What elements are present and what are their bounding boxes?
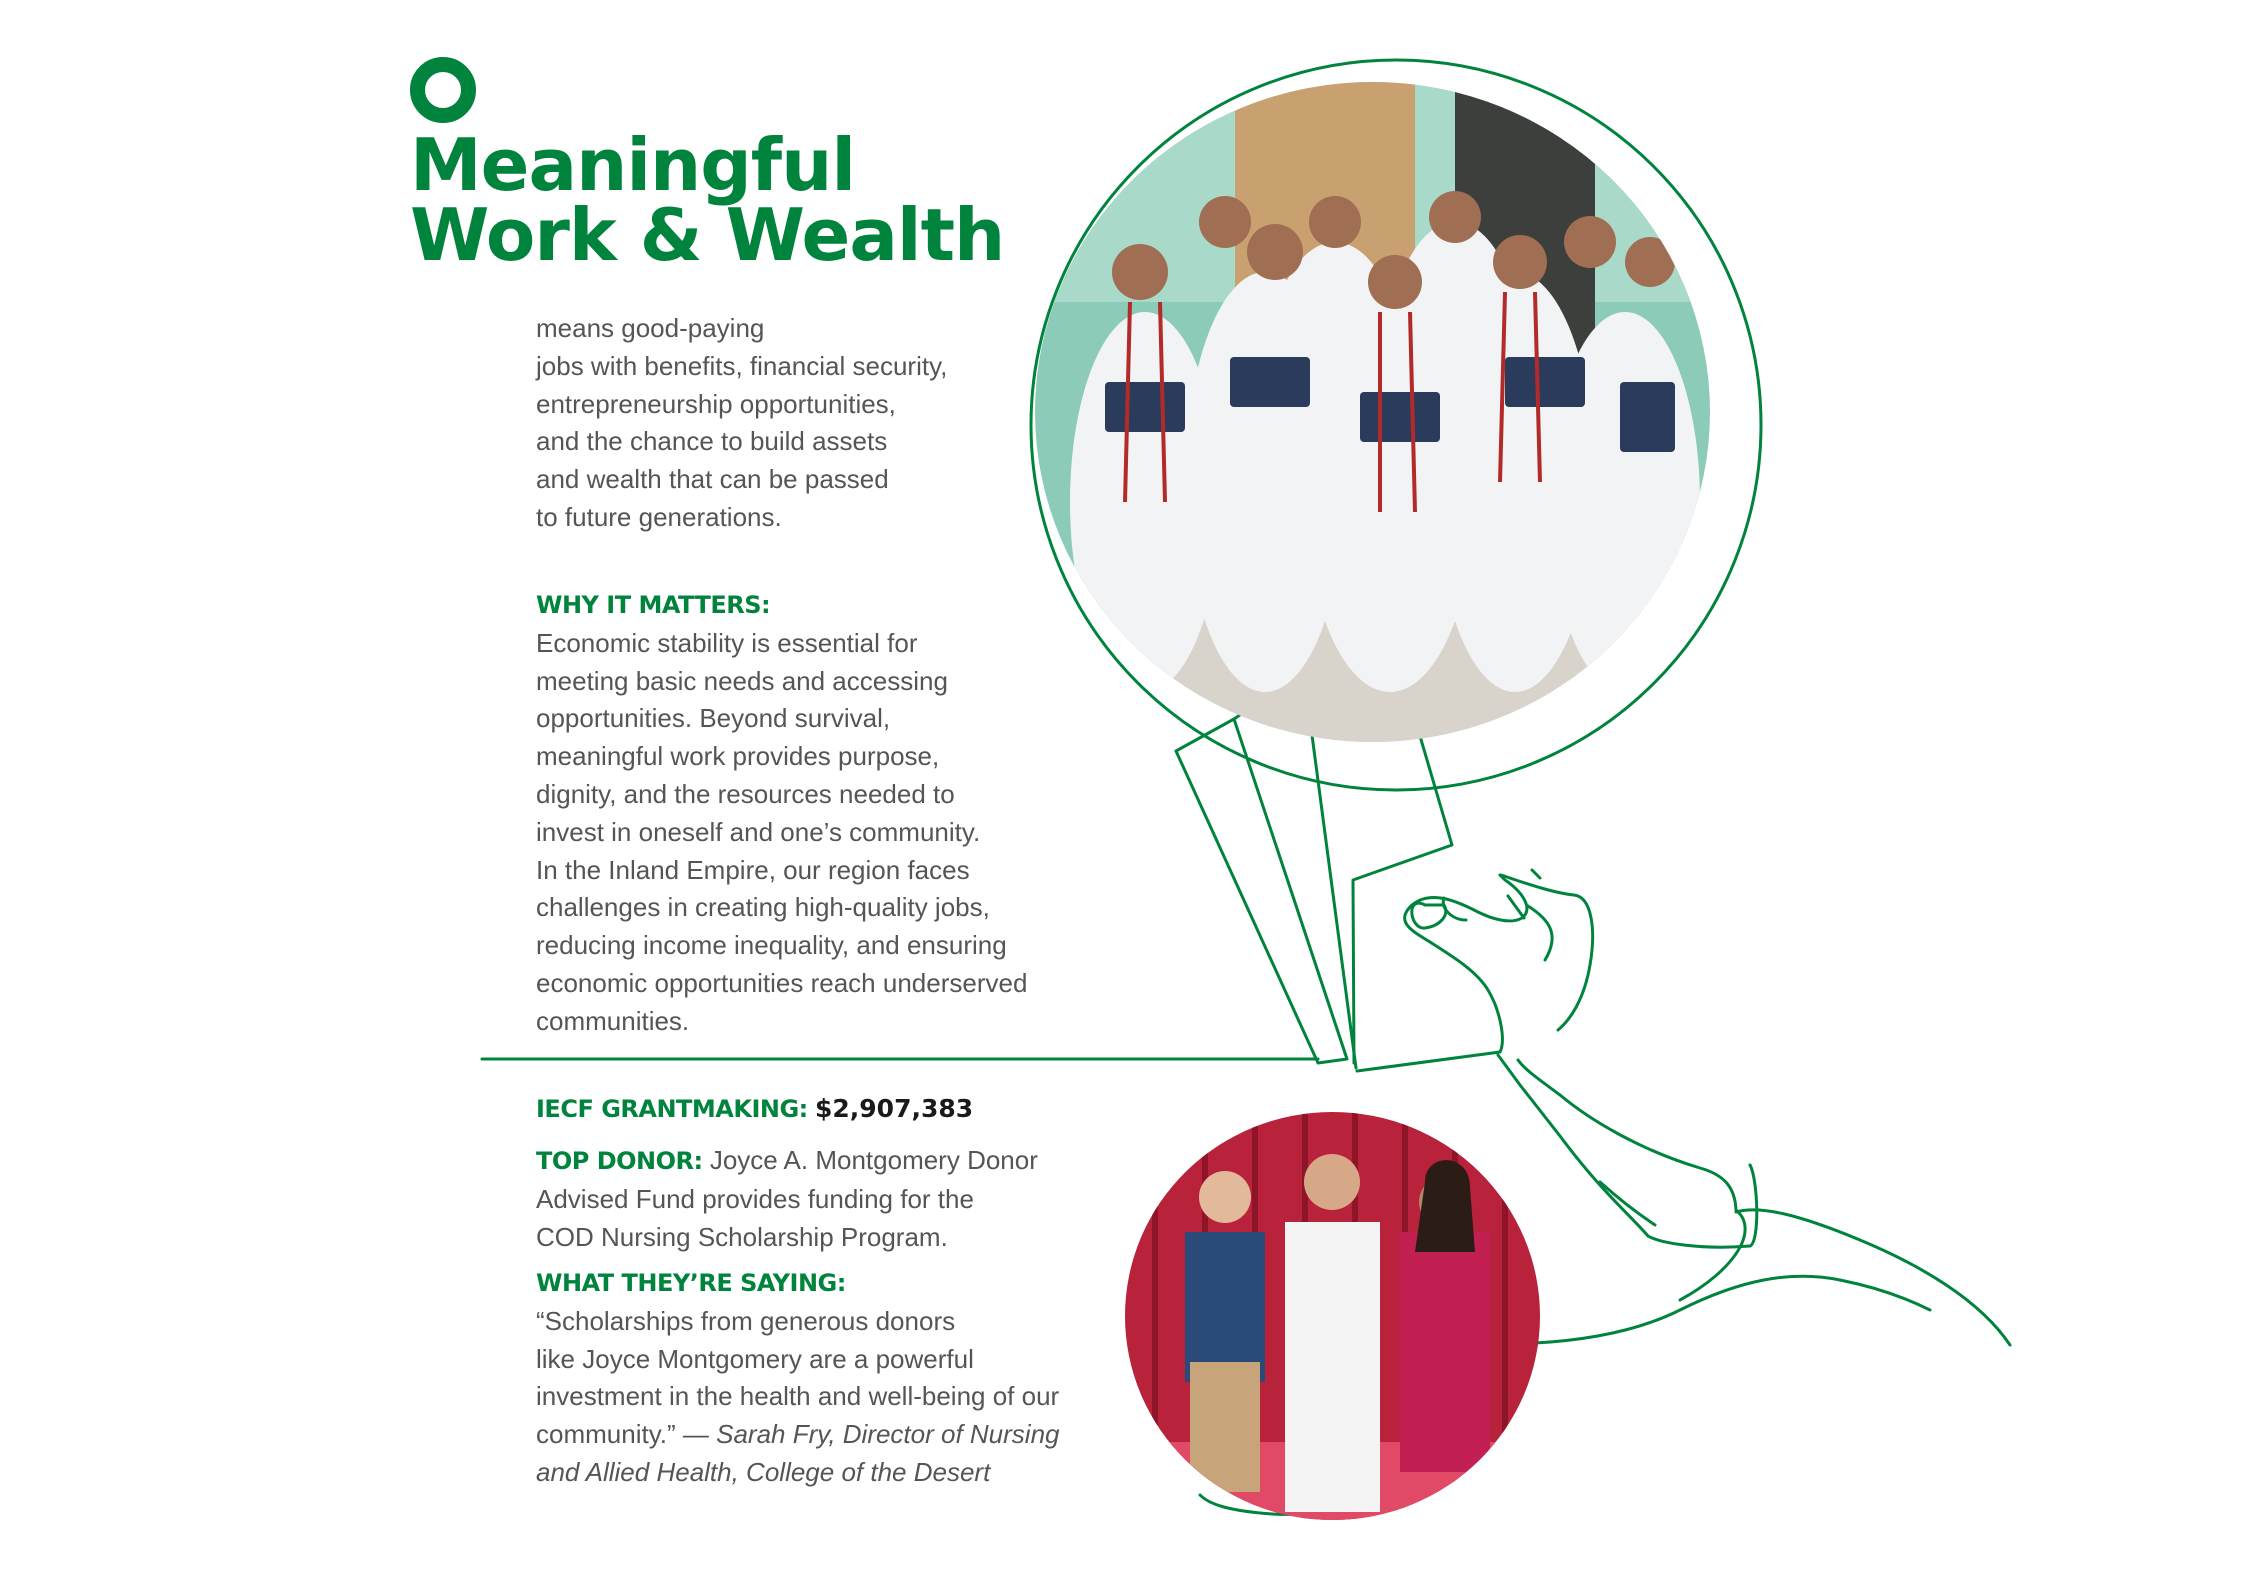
title-line-2: Work & Wealth bbox=[410, 193, 1005, 277]
donor-line: COD Nursing Scholarship Program. bbox=[536, 1221, 948, 1252]
why-it-matters-heading: WHY IT MATTERS: bbox=[536, 591, 771, 619]
why-line: In the Inland Empire, our region faces bbox=[536, 854, 970, 885]
intro-line: means good-paying bbox=[536, 313, 765, 343]
testimonial-section bbox=[536, 1265, 1096, 1492]
donor-line: Advised Fund provides funding for the bbox=[536, 1183, 974, 1214]
quote-line: community.” bbox=[536, 1419, 676, 1450]
why-line: meeting basic needs and accessing bbox=[536, 665, 948, 696]
why-line: meaningful work provides purpose, bbox=[536, 741, 940, 772]
testimonial-heading: WHAT THEY’RE SAYING: bbox=[536, 1269, 846, 1297]
why-line: Economic stability is essential for bbox=[536, 627, 918, 658]
cuff-outline bbox=[1648, 1165, 1757, 1247]
quote-attribution: — Sarah Fry, Director of Nursing bbox=[675, 1419, 1060, 1450]
nurses-group-photo bbox=[1035, 82, 1710, 742]
why-line: reducing income inequality, and ensuring bbox=[536, 930, 1007, 961]
why-line: opportunities. Beyond survival, bbox=[536, 703, 891, 734]
title-line-1: Meaningful bbox=[410, 123, 856, 207]
why-line: communities. bbox=[536, 1005, 690, 1036]
intro-paragraph bbox=[536, 310, 1096, 537]
circle-icon bbox=[410, 57, 476, 123]
wrist-outline bbox=[1498, 1055, 1648, 1236]
page-title bbox=[410, 123, 1005, 277]
top-donor-section bbox=[536, 1142, 1096, 1256]
card-outline-back bbox=[1176, 719, 1347, 1063]
why-it-matters-section bbox=[536, 587, 1096, 1041]
quote-line: investment in the health and well-being of our bbox=[536, 1381, 1060, 1412]
why-line: challenges in creating high-quality jobs, bbox=[536, 892, 990, 923]
intro-line: entrepreneurship opportunities, bbox=[536, 388, 896, 419]
intro-line: and wealth that can be passed bbox=[536, 464, 889, 495]
intro-line: and the chance to build assets bbox=[536, 426, 888, 457]
donor-line: Joyce A. Montgomery Donor bbox=[709, 1145, 1038, 1175]
top-donor-label: TOP DONOR: bbox=[536, 1147, 703, 1175]
why-line: dignity, and the resources needed to bbox=[536, 778, 955, 809]
why-line: economic opportunities reach underserved bbox=[536, 967, 1028, 998]
grantmaking-line bbox=[536, 1090, 1096, 1129]
quote-line: like Joyce Montgomery are a powerful bbox=[536, 1343, 974, 1374]
why-line: invest in oneself and one’s community. bbox=[536, 816, 981, 847]
quote-attribution: and Allied Health, College of the Desert bbox=[536, 1456, 991, 1487]
quote-line: “Scholarships from generous donors bbox=[536, 1305, 956, 1336]
sleeve-bottom bbox=[1535, 1276, 1930, 1343]
thumb-outline bbox=[1412, 903, 1446, 928]
intro-line: jobs with benefits, financial security, bbox=[536, 350, 948, 381]
intro-line: to future generations. bbox=[536, 501, 782, 532]
grantmaking-amount: $2,907,383 bbox=[815, 1094, 974, 1123]
grantmaking-label: IECF GRANTMAKING: bbox=[536, 1095, 808, 1123]
scholarship-ceremony-photo bbox=[1125, 1112, 1540, 1520]
